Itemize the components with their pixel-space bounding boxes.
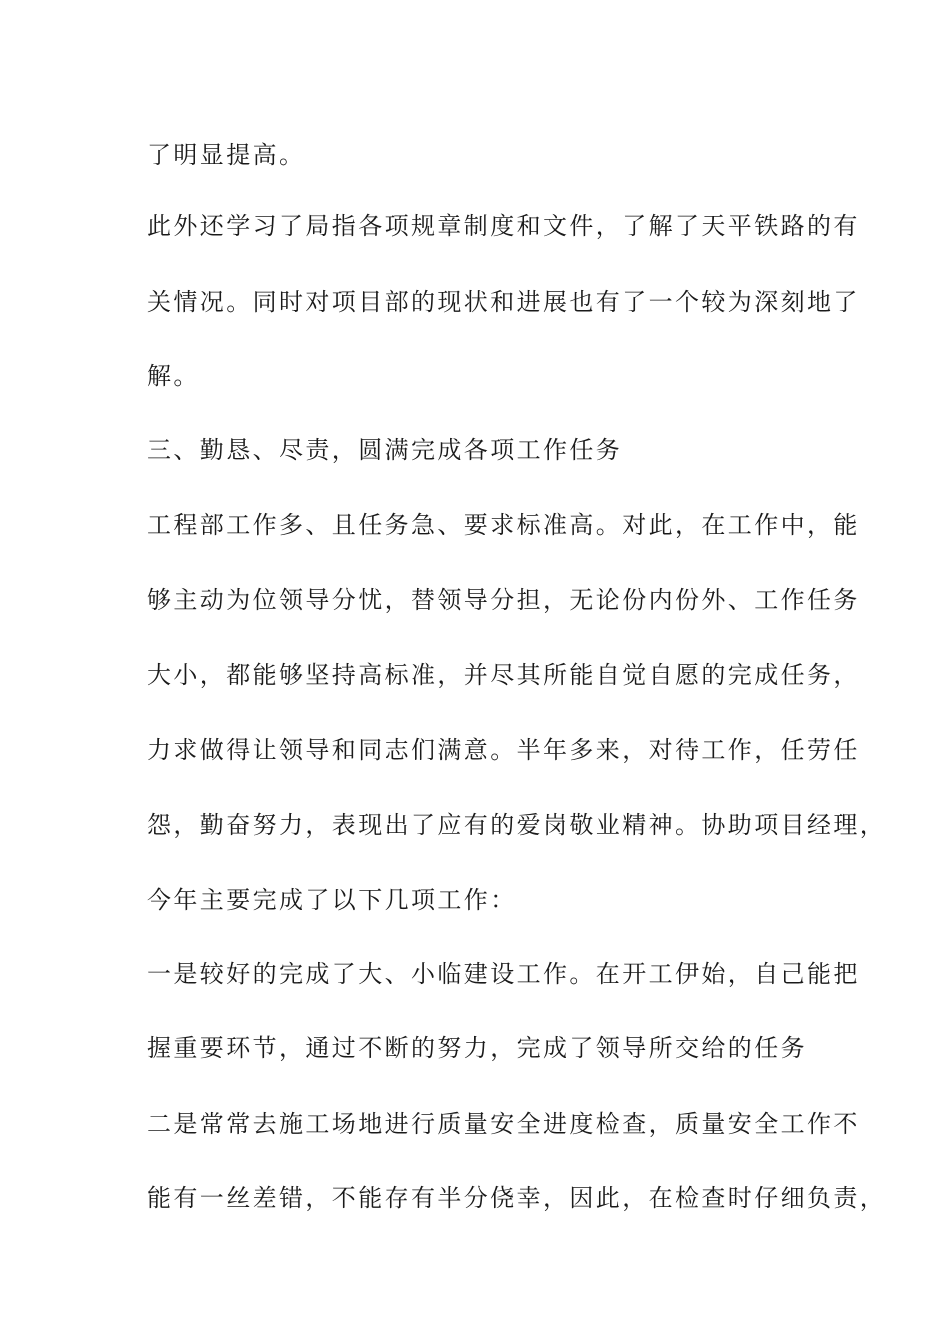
text-line: 握重要环节，通过不断的努力，完成了领导所交给的任务 xyxy=(147,1034,807,1062)
section-heading: 三、勤恳、尽责，圆满完成各项工作任务 xyxy=(147,436,623,464)
text-line: 大小，都能够坚持高标准，并尽其所能自觉自愿的完成任务， xyxy=(147,661,860,689)
text-line: 今年主要完成了以下几项工作： xyxy=(147,886,517,914)
text-line: 此外还学习了局指各项规章制度和文件，了解了天平铁路的有 xyxy=(147,212,860,240)
text-line: 能有一丝差错，不能存有半分侥幸，因此，在检查时仔细负责， xyxy=(147,1184,887,1212)
text-line: 怨，勤奋努力，表现出了应有的爱岗敬业精神。协助项目经理， xyxy=(147,811,887,839)
text-line: 二是常常去施工场地进行质量安全进度检查，质量安全工作不 xyxy=(147,1110,860,1138)
text-line: 工程部工作多、且任务急、要求标准高。对此，在工作中，能 xyxy=(147,511,860,539)
text-line: 解。 xyxy=(147,362,200,390)
text-line: 一是较好的完成了大、小临建设工作。在开工伊始，自己能把 xyxy=(147,960,860,988)
text-line: 力求做得让领导和同志们满意。半年多来，对待工作，任劳任 xyxy=(147,736,860,764)
text-line: 够主动为位领导分忧，替领导分担，无论份内份外、工作任务 xyxy=(147,586,860,614)
text-line: 了明显提高。 xyxy=(147,141,306,169)
text-line: 关情况。同时对项目部的现状和进展也有了一个较为深刻地了 xyxy=(147,288,860,316)
